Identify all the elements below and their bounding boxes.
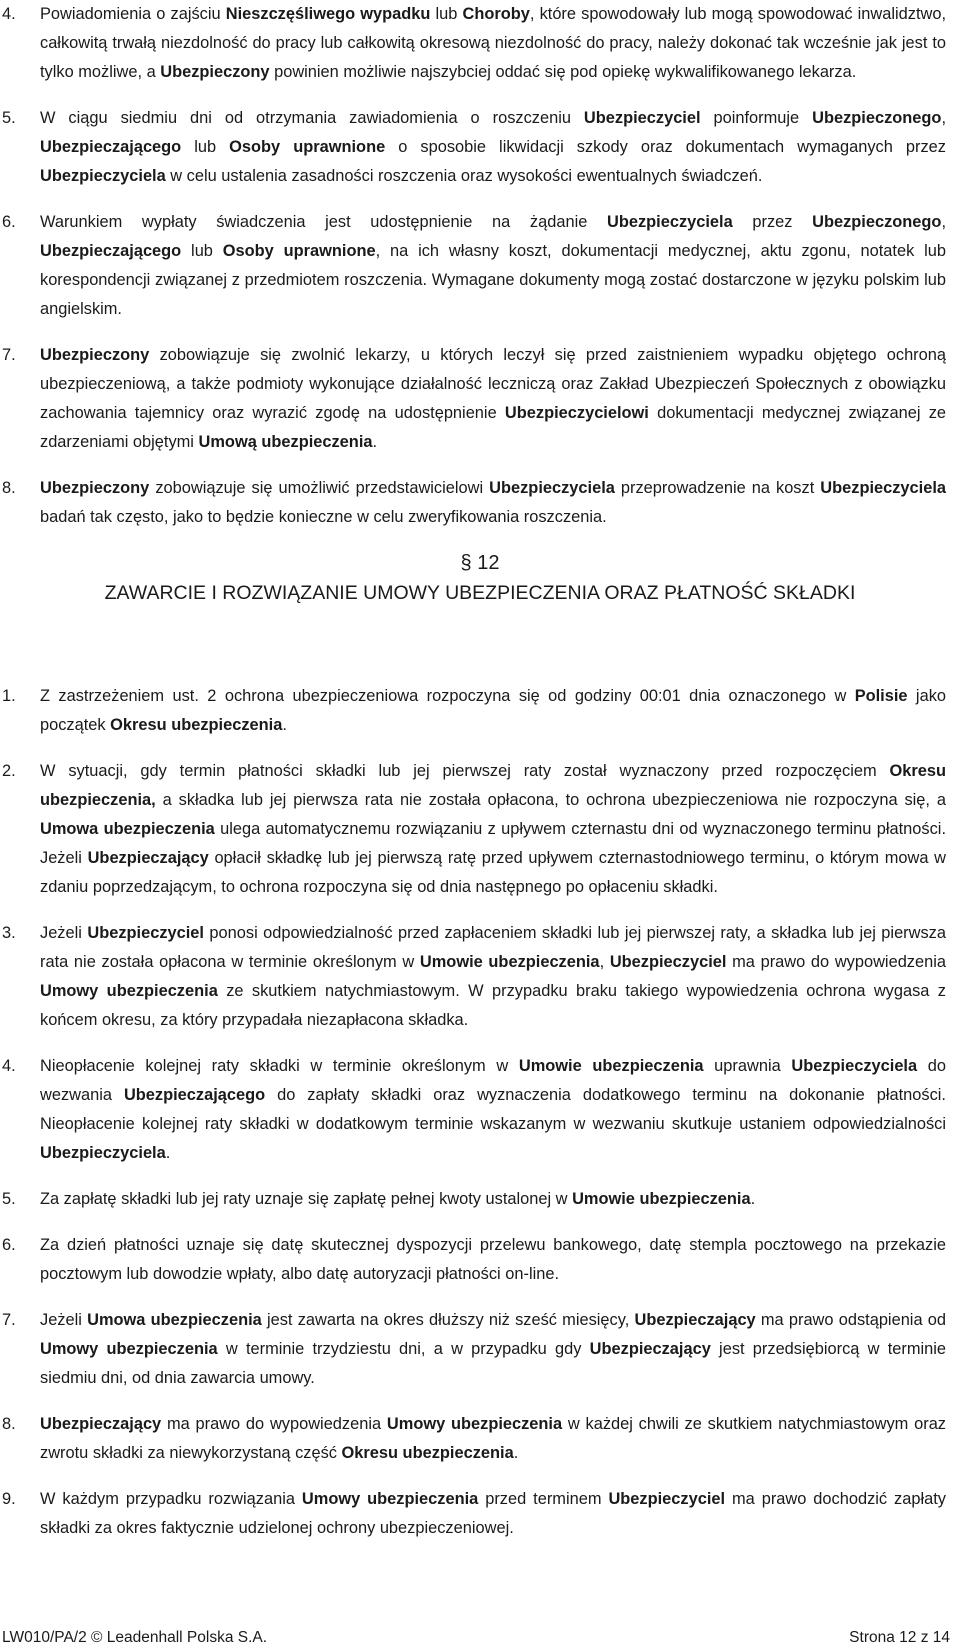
paragraph-item [0,1052,960,1168]
defined-term: Osoby uprawnione [222,242,376,260]
defined-term: Ubezpieczyciela [40,1144,166,1162]
paragraph-item [0,1410,960,1468]
paragraph-text: badań tak często, jako to będzie konieczne w celu zweryfikowania roszczenia. [40,508,607,526]
defined-term: Okresu ubezpieczenia [110,716,283,734]
paragraph-item [0,757,960,902]
defined-term: Okresu ubezpieczenia [341,1444,514,1462]
defined-term: Ubezpieczyciela [40,167,166,185]
paragraph-text: ze skutkiem natychmiastowym. W przypadku braku takiego wypowiedzenia ochrona wygasa z końcem okresu, za który przypadała niezapłacona składka. [40,982,947,1029]
paragraph-text: uprawnia [703,1057,792,1075]
paragraph-text: W ciągu siedmiu dni od otrzymania zawiadomienia o roszczeniu [40,109,584,127]
paragraph-text: powinien możliwie najszybciej oddać się pod opiekę wykwalifikowanego lekarza. [269,63,857,81]
defined-term: Umowie ubezpieczenia [419,953,600,971]
claims-list [0,0,960,549]
paragraph-item [0,341,960,457]
defined-term: Ubezpieczający [634,1311,756,1329]
paragraph-number: 9. [2,1490,16,1508]
paragraph-text: Nieopłacenie kolejnej raty składki w terminie określonym w [40,1057,519,1075]
paragraph-text: zobowiązuje się umożliwić przedstawicielowi [149,479,490,497]
paragraph-number: 5. [2,109,16,127]
defined-term: Ubezpieczonego [812,213,942,231]
paragraph-text: jako początek [40,687,947,734]
defined-term: Ubezpieczyciela [820,479,947,497]
paragraph-text: ulega automatycznemu rozwiązaniu z upływem czternastu dni od wyznaczonego terminu płatności. Jeżeli [40,820,946,867]
defined-term: Ubezpieczający [40,1415,162,1433]
paragraph-number: 4. [2,1057,16,1075]
defined-term: Ubezpieczycielowi [504,404,649,422]
defined-term: Umowie ubezpieczenia [518,1057,704,1075]
paragraph-text: ma prawo do wypowiedzenia [726,953,946,971]
paragraph-text: do wezwania [40,1057,947,1104]
paragraph-item [0,1306,960,1393]
paragraph-text: ma prawo do wypowiedzenia [161,1415,387,1433]
paragraph-text: . [513,1444,519,1462]
defined-term: Ubezpieczyciel [583,109,701,127]
defined-term: Nieszczęśliwego wypadku [225,5,431,23]
paragraph-text: a składka lub jej pierwsza rata nie została opłacona, to ochrona ubezpieczeniowa nie rozpoczyna się, a [155,791,946,809]
paragraph-text: . [165,1144,171,1162]
paragraph-text: Za zapłatę składki lub jej raty uznaje się zapłatę pełnej kwoty ustalonej w [40,1190,573,1208]
paragraph-text: , na ich własny koszt, dokumentacji medycznej, aktu zgonu, notatek lub korespondencji związanej z przedmiotem roszczenia. Wymagane dokumenty mogą zostać dostarczone w języku polskim lub angielskim. [40,242,946,318]
defined-term: Ubezpieczyciela [791,1057,918,1075]
paragraph-text: . [372,433,378,451]
defined-term: Choroby [462,5,530,23]
defined-term: Polisie [854,687,908,705]
paragraph-text: ponosi odpowiedzialność przed zapłaceniem składki lub jej pierwszej raty, a składka lub jej pierwsza rata nie została opłacona w terminie określonym w [40,924,946,971]
defined-term: Umowie ubezpieczenia [572,1190,751,1208]
paragraph-item [0,1185,960,1214]
paragraph-number: 7. [2,346,16,364]
defined-term: Ubezpieczającego [40,242,182,260]
paragraph-item [0,0,960,87]
defined-term: Umowy ubezpieczenia [40,1340,218,1358]
paragraph-text: . [282,716,287,734]
paragraph-text: zobowiązuje się zwolnić lekarzy, u których leczył się przed zaistnieniem wypadku objętego ochroną ubezpieczeniową, a także podmioty wykonujące działalność leczniczą oraz Zakład Ubezpieczeń Społecznych z obowiązku zachowania tajemnicy oraz wyrazić zgodę na udostępnienie [40,346,946,422]
paragraph-text: lub [181,138,230,156]
paragraph-text: przed terminem [478,1490,609,1508]
paragraph-text: Powiadomienia o zajściu [40,5,226,23]
defined-term: Ubezpieczyciel [609,953,727,971]
paragraph-text: o sposobie likwidacji szkody oraz dokumentach wymaganych przez [385,138,946,156]
footer-page-number: Strona 12 z 14 [849,1629,950,1646]
paragraph-text: przez [732,213,813,231]
paragraph-text: przeprowadzenie na koszt [614,479,821,497]
paragraph-item [0,474,960,532]
paragraph-text: , [941,213,946,231]
paragraph-item [0,1485,960,1543]
paragraph-number: 4. [2,5,16,23]
paragraph-number: 8. [2,479,16,497]
defined-term: Umowa ubezpieczenia [87,1311,262,1329]
paragraph-text: W każdym przypadku rozwiązania [40,1490,302,1508]
paragraph-text: do zapłaty składki oraz wyznaczenia dodatkowego terminu na dokonanie płatności. Nieopłacenie kolejnej raty składki w dodatkowym terminie wskazanym w wezwaniu skutkuje ustaniem odpowiedzialności [40,1086,946,1133]
defined-term: Ubezpieczającego [123,1086,266,1104]
paragraph-text: ma prawo dochodzić zapłaty składki za okres faktycznie udzielonej ochrony ubezpieczeniowej. [40,1490,946,1537]
defined-term: Osoby uprawnione [229,138,386,156]
paragraph-text: Za dzień płatności uznaje się datę skutecznej dyspozycji przelewu bankowego, datę stempla pocztowego na przekazie pocztowym lub dowodzie wpłaty, albo datę autoryzacji płatności on-line. [40,1236,946,1283]
paragraph-item [0,104,960,191]
paragraph-text: Jeżeli [40,1311,88,1329]
paragraph-number: 3. [2,924,16,942]
paragraph-text: , [941,109,946,127]
defined-term: Ubezpieczonego [812,109,942,127]
paragraph-text: jest przedsiębiorcą w terminie siedmiu dni, od dnia zawarcia umowy. [40,1340,946,1387]
paragraph-text: Jeżeli [40,924,88,942]
section-title: ZAWARCIE I ROZWIĄZANIE UMOWY UBEZPIECZENIA ORAZ PŁATNOŚĆ SKŁADKI [104,582,856,604]
paragraph-item [0,919,960,1035]
defined-term: Ubezpieczyciel [608,1490,726,1508]
paragraph-text: poinformuje [700,109,813,127]
defined-term: Umowy ubezpieczenia [40,982,218,1000]
paragraph-text: . [750,1190,756,1208]
paragraph-number: 2. [2,762,16,780]
paragraph-number: 6. [2,213,16,231]
paragraph-text: w terminie trzydziestu dni, a w przypadku gdy [217,1340,590,1358]
paragraph-number: 1. [2,687,16,705]
paragraph-text: , [599,953,610,971]
defined-term: Umowy ubezpieczenia [386,1415,563,1433]
defined-term: Umową ubezpieczenia [198,433,373,451]
defined-term: Ubezpieczający [589,1340,711,1358]
defined-term: Ubezpieczyciela [606,213,733,231]
defined-term: Ubezpieczającego [40,138,182,156]
paragraph-number: 5. [2,1190,16,1208]
paragraph-number: 8. [2,1415,16,1433]
defined-term: Ubezpieczony [40,346,150,364]
paragraph-text: w celu ustalenia zasadności roszczenia oraz wysokości ewentualnych świadczeń. [165,167,763,185]
paragraph-text: jest zawarta na okres dłuższy niż sześć miesięcy, [261,1311,635,1329]
contract-list [0,682,960,1560]
defined-term: Umowa ubezpieczenia [40,820,215,838]
defined-term: Ubezpieczony [40,479,150,497]
paragraph-text: , które spowodowały lub mogą spowodować inwalidztwo, całkowitą trwałą niezdolność do pracy lub całkowitą okresową niezdolność do pracy, należy dokonać tak wcześnie jak jest to tylko możliwe, a [40,5,947,81]
paragraph-text: opłacił składkę lub jej pierwszą ratę przed upływem czternastodniowego terminu, o którym mowa w zdaniu poprzedzającym, to ochrona rozpoczyna się od dnia następnego po opłaceniu składki. [40,849,946,896]
paragraph-text: lub [430,5,463,23]
paragraph-number: 7. [2,1311,16,1329]
section-heading [0,548,960,608]
paragraph-item [0,1231,960,1289]
paragraph-text: W sytuacji, gdy termin płatności składki lub jej pierwszej raty został wyznaczony przed rozpoczęciem [40,762,890,780]
defined-term: Ubezpieczyciela [489,479,615,497]
paragraph-text: Z zastrzeżeniem ust. 2 ochrona ubezpieczeniowa rozpoczyna się od godziny 00:01 dnia oznaczonego w [40,687,855,705]
defined-term: Okresu ubezpieczenia, [40,762,946,809]
paragraph-text: Warunkiem wypłaty świadczenia jest udostępnienie na żądanie [40,213,607,231]
paragraph-number: 6. [2,1236,16,1254]
defined-term: Ubezpieczyciel [87,924,204,942]
section-number: § 12 [460,552,500,574]
paragraph-text: lub [181,242,223,260]
footer-copyright: LW010/PA/2 © Leadenhall Polska S.A. [2,1629,268,1646]
paragraph-text: dokumentacji medycznej związanej ze zdarzeniami objętymi [40,404,946,451]
defined-term: Ubezpieczony [160,63,270,81]
paragraph-item [0,682,960,740]
paragraph-text: ma prawo odstąpienia od [755,1311,947,1329]
defined-term: Umowy ubezpieczenia [301,1490,479,1508]
defined-term: Ubezpieczający [87,849,209,867]
paragraph-item [0,208,960,324]
paragraph-text: w każdej chwili ze skutkiem natychmiastowym oraz zwrotu składki za niewykorzystaną część [40,1415,947,1462]
